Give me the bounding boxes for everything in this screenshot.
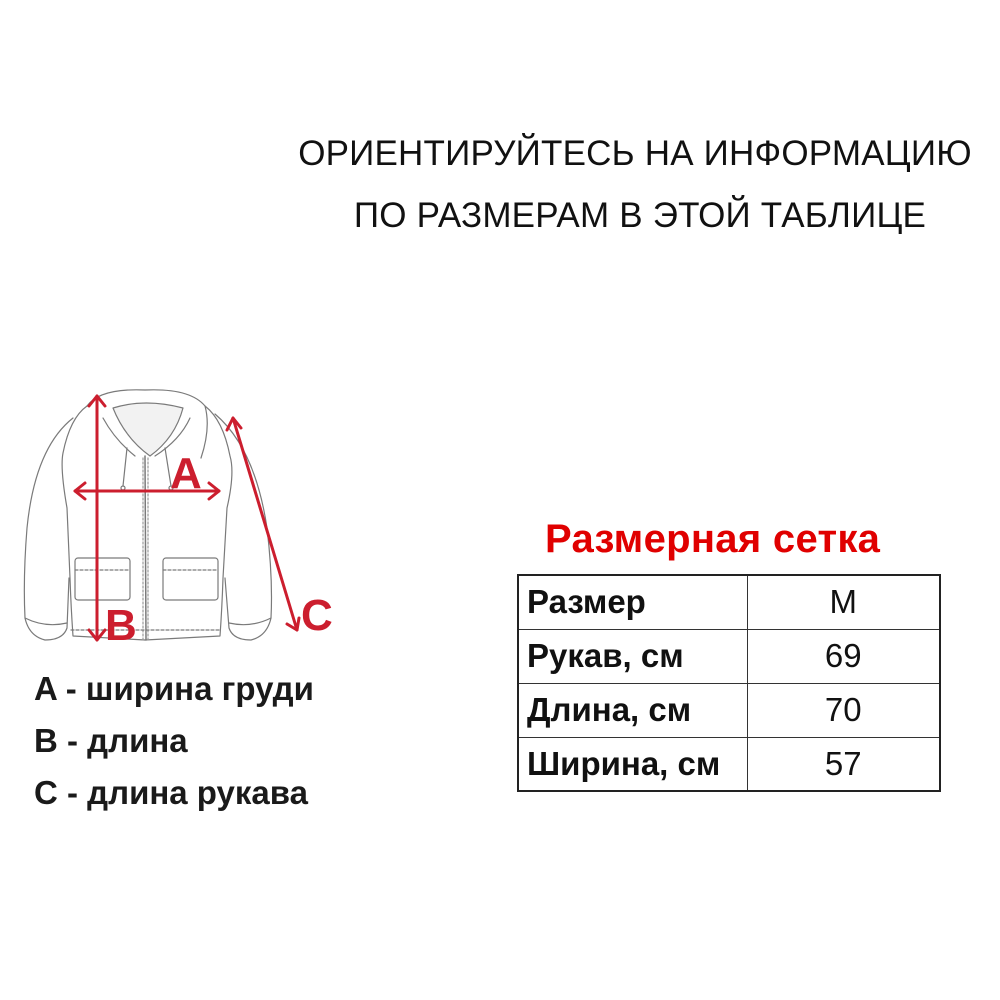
left-sleeve — [24, 418, 73, 640]
left-pocket — [75, 558, 130, 600]
row-label: Рукав, см — [518, 629, 747, 683]
marker-a: A — [170, 449, 202, 498]
legend-a: A - ширина груди — [34, 670, 314, 707]
heading-line-1: ОРИЕНТИРУЙТЕСЬ НА ИНФОРМАЦИЮ — [298, 134, 972, 173]
marker-b: B — [105, 601, 137, 650]
row-value: 70 — [747, 683, 940, 737]
table-row — [518, 683, 940, 737]
row-label: Длина, см — [518, 683, 747, 737]
marker-c: C — [301, 591, 333, 640]
row-value: 69 — [747, 629, 940, 683]
heading-line-2: ПО РАЗМЕРАМ В ЭТОЙ ТАБЛИЦЕ — [353, 196, 927, 235]
right-pocket — [163, 558, 218, 600]
zipper — [145, 456, 146, 640]
row-value: 57 — [747, 737, 940, 791]
row-label: Ширина, см — [518, 737, 747, 791]
table-row — [518, 737, 940, 791]
row-label: Размер — [518, 575, 747, 629]
legend-c: C - длина рукава — [34, 774, 308, 811]
size-table-title: Размерная сетка — [545, 517, 881, 561]
row-value: M — [747, 575, 940, 629]
table-row — [518, 575, 940, 629]
size-table — [517, 574, 941, 792]
jacket-diagram — [15, 378, 345, 658]
arrow-c — [233, 418, 297, 630]
table-row — [518, 629, 940, 683]
legend-b: B - длина — [34, 722, 188, 759]
